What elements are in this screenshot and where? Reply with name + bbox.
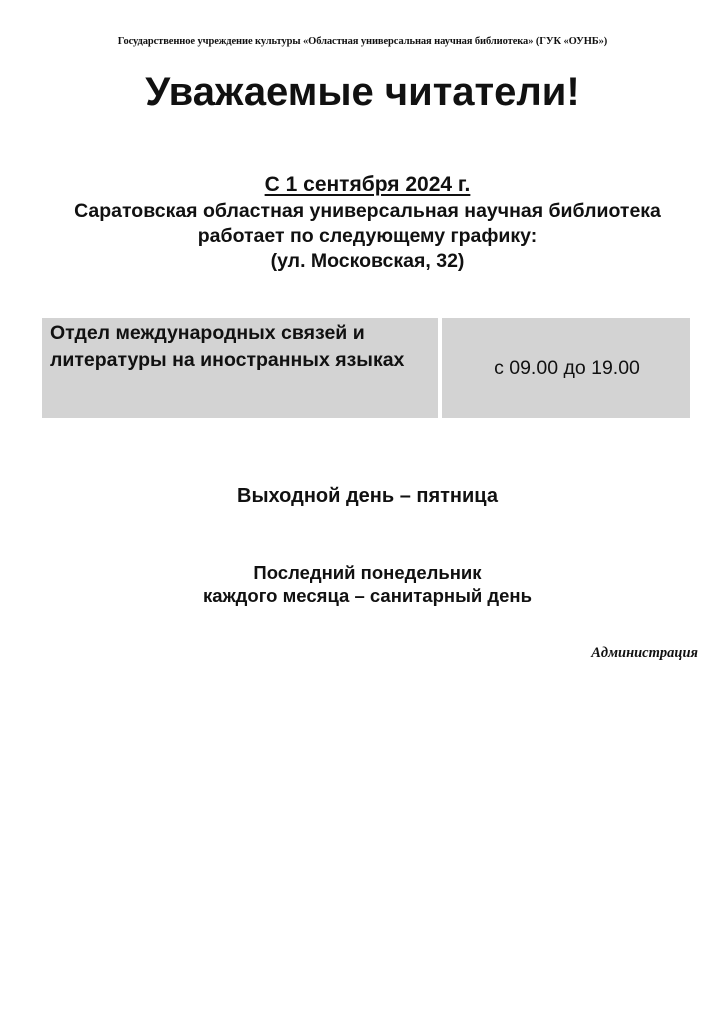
intro-line-library: Саратовская областная универсальная научная библиотека bbox=[74, 200, 661, 222]
sanitary-day-notice bbox=[0, 561, 725, 607]
schedule-hours: с 09.00 до 19.00 bbox=[494, 356, 640, 379]
notice-intro bbox=[0, 199, 725, 274]
organization-header: Государственное учреждение культуры «Областная универсальная научная библиотека» (ГУК «ОУНБ») bbox=[117, 36, 608, 47]
intro-line-address: (ул. Московская, 32) bbox=[270, 250, 465, 272]
intro-line-schedule: работает по следующему графику: bbox=[197, 225, 538, 247]
schedule-table bbox=[42, 318, 690, 418]
effective-date: С 1 сентября 2024 г. bbox=[264, 173, 471, 196]
sanitary-line-2: каждого месяца – санитарный день bbox=[203, 585, 532, 606]
schedule-hours-cell bbox=[442, 318, 690, 418]
signature: Администрация bbox=[591, 645, 698, 661]
day-off-notice: Выходной день – пятница bbox=[237, 485, 498, 507]
schedule-department-cell: Отдел международных связей и литературы на иностранных языках bbox=[42, 318, 438, 418]
sanitary-line-1: Последний понедельник bbox=[253, 562, 482, 583]
notice-title: Уважаемые читатели! bbox=[145, 70, 580, 114]
